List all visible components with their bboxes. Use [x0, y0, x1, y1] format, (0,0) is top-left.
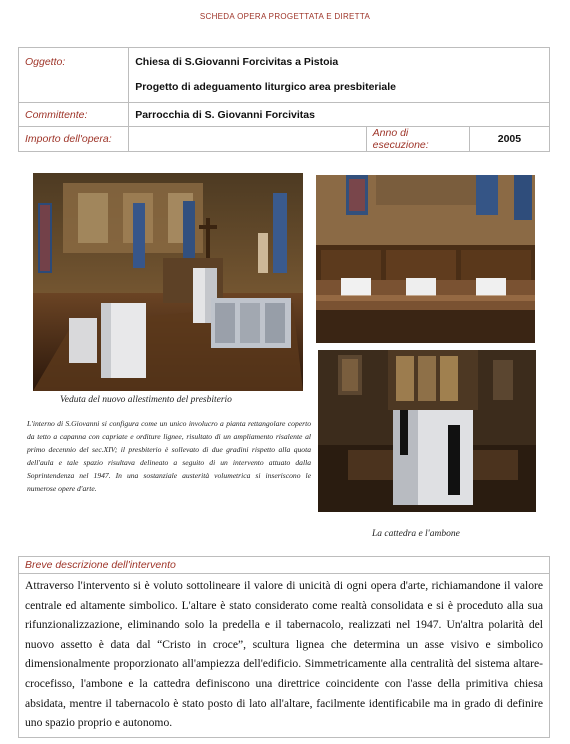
importo-label: Importo dell'opera: [19, 127, 129, 152]
photo-choir-stalls [316, 175, 535, 343]
oggetto-label: Oggetto: [19, 48, 129, 103]
photo-cathedra-ambo [318, 350, 536, 512]
description-heading: Breve descrizione dell'intervento [19, 557, 549, 574]
page-header: SCHEDA OPERA PROGETTATA E DIRETTA [199, 12, 371, 21]
importo-value [129, 127, 366, 152]
anno-label: Anno di esecuzione: [366, 127, 469, 152]
description-text: Attraverso l'intervento si è voluto sottolineare il valore di unicità di ogni opera d'arte, richiamandone il valore centrale ed altamente simbolico. L'altare è stato considerato come realtà consolidata e si è proceduto alla sua rifunzionalizzazione, eliminando solo la predella e il tabernacolo, realizzati nel 1947. Un'altra polarità del nuovo assetto è data dal “Cristo in croce”, scultura lignea che determina un asse visivo e simbolico dimensionalmente proporzionato all'ampiezza dell'edificio. Simmetricamente alla centralità del sistema altare-crocefisso, l'ambone e la cattedra definiscono una direttrice coincidente con l'asse della primitiva chiesa absidata, mentre il tabernacolo è stato posto di lato all'altare, facilmente identificabile ma in grado di definire uno spazio proprio e autonomo. [25, 579, 543, 730]
oggetto-line-1: Chiesa di S.Giovanni Forcivitas a Pistoia [135, 56, 339, 68]
committente-label: Committente: [19, 103, 129, 127]
description-box [18, 556, 550, 738]
oggetto-value [129, 48, 550, 103]
committente-value: Parrocchia di S. Giovanni Forcivitas [129, 103, 550, 127]
anno-value: 2005 [469, 127, 549, 152]
caption-main-photo: Veduta del nuovo allestimento del presbiterio [60, 395, 232, 405]
info-table [18, 47, 550, 152]
caption-side-photo: La cattedra e l'ambone [372, 529, 460, 539]
intro-text: L'interno di S.Giovanni si configura come un unico involucro a pianta rettangolare coperto da tetto a capanna con capriate e orditure lignee, risultato di un ampliamento risalente al primo decennio del sec.XIV; il presbiterio è sollevato di due gradini rispetto alla quota dell'aula e tale spazio risultava delineato a seguito di un intervento attuato dalla Soprintendenza nel 1947. In una sostanziale austerità volumetrica si inseriscono le numerose opere d'arte. [27, 419, 311, 493]
oggetto-line-2: Progetto di adeguamento liturgico area presbiteriale [135, 81, 397, 93]
main-photo-presbytery [33, 173, 303, 391]
